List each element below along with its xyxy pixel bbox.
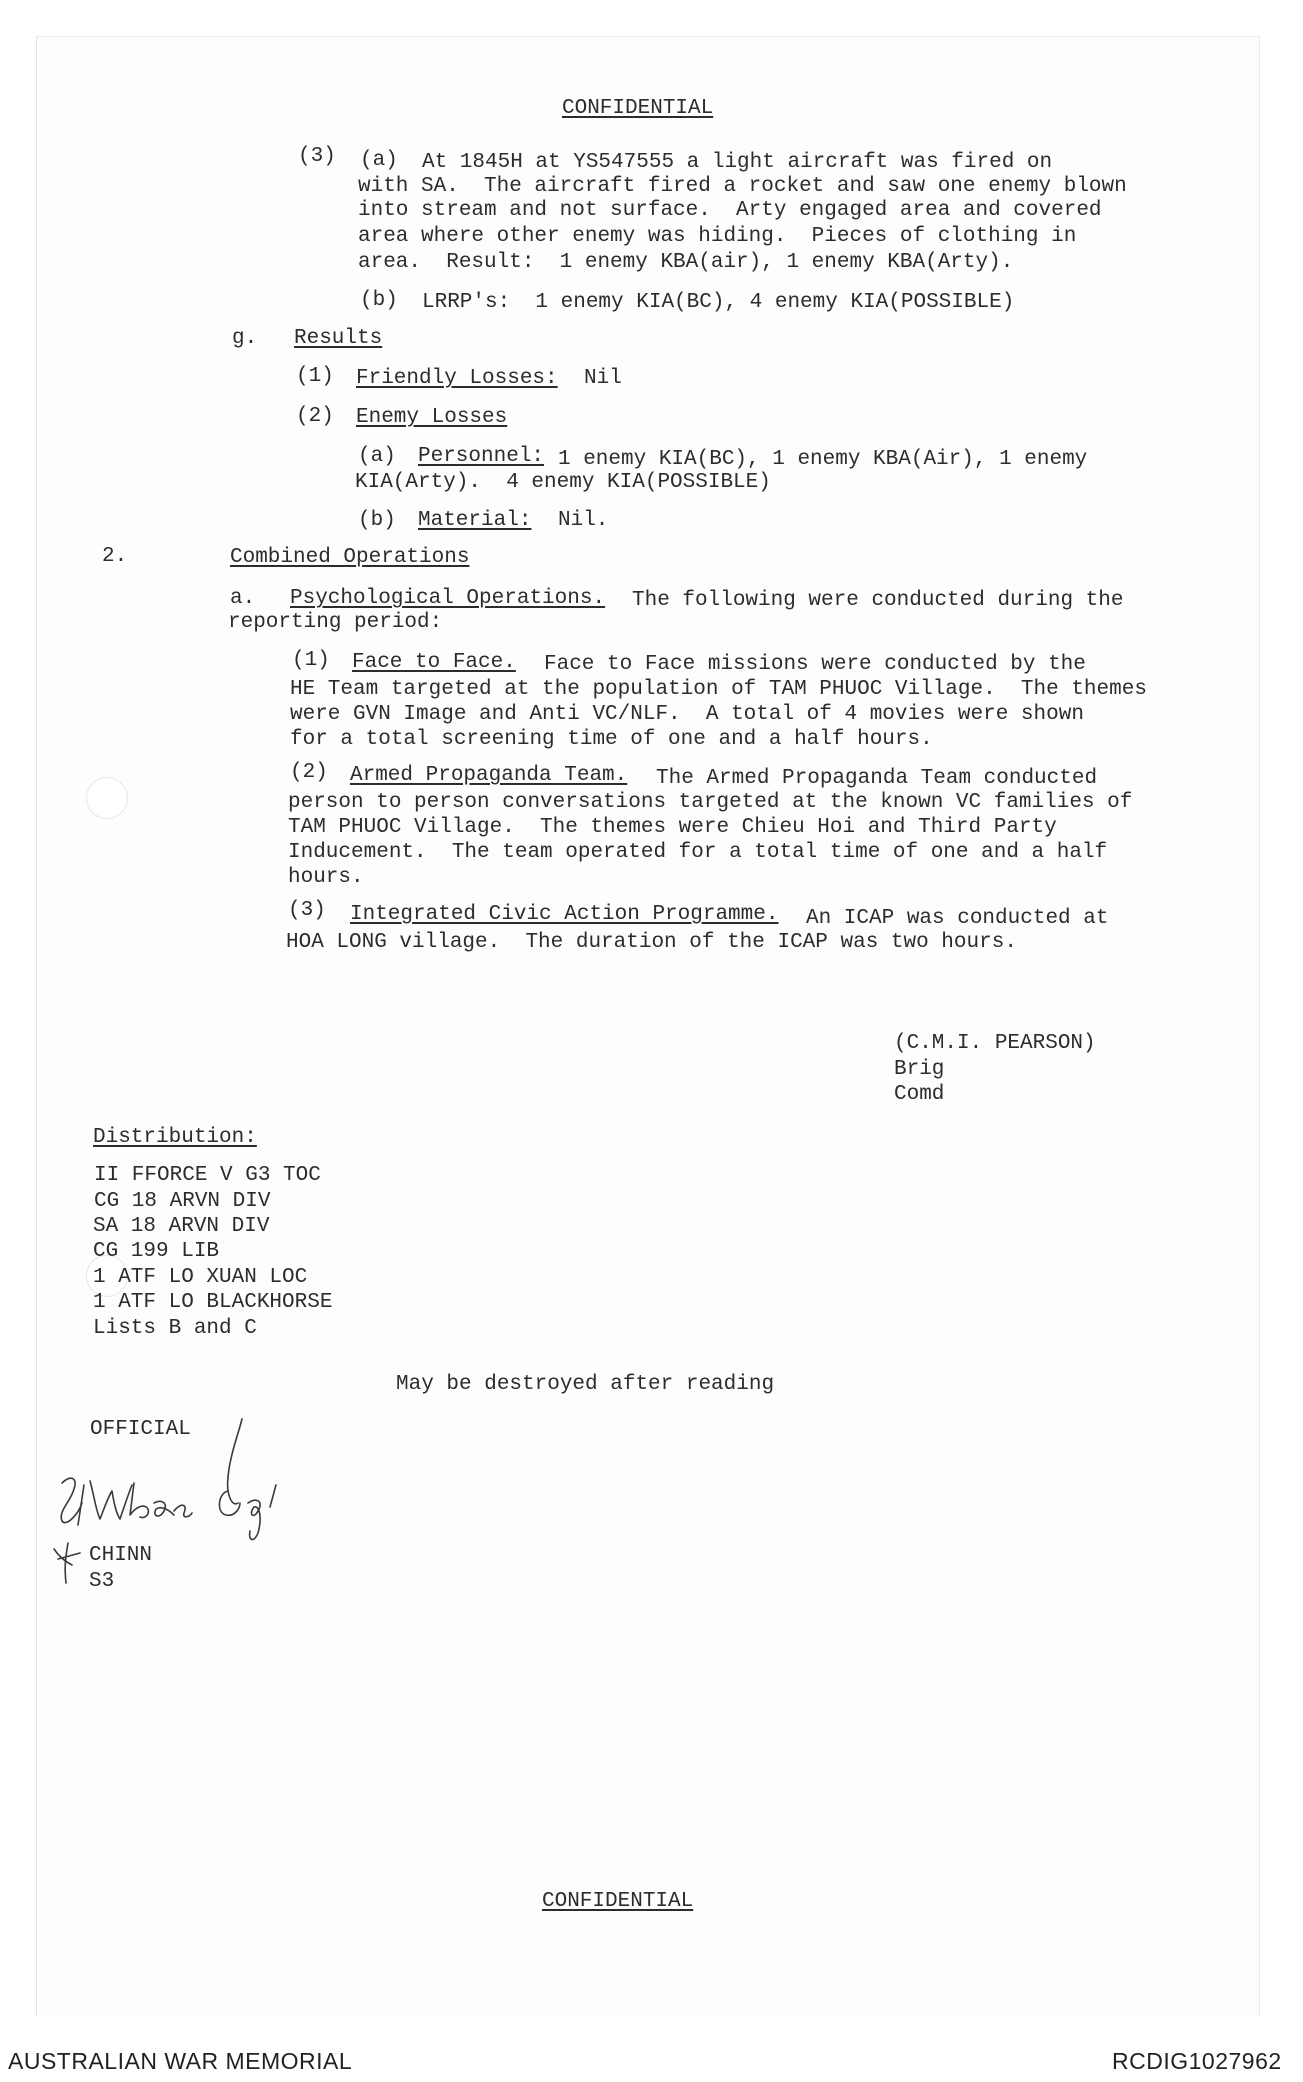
item-3a-line: with SA. The aircraft fired a rocket and saw one enemy blown	[358, 175, 1127, 198]
distribution-item: II FFORCE V G3 TOC	[94, 1164, 321, 1187]
face-to-face-line: were GVN Image and Anti VC/NLF. A total of 4 movies were shown	[290, 703, 1084, 726]
official-name: CHINN	[89, 1544, 153, 1567]
face-to-face-number: (1)	[292, 649, 330, 672]
official-role: S3	[89, 1570, 115, 1593]
face-to-face-line: HE Team targeted at the population of TAM PHUOC Village. The themes	[290, 678, 1147, 701]
item-3a-line: area where other enemy was hiding. Pieces of clothing in	[358, 225, 1077, 248]
classification-header: CONFIDENTIAL	[562, 97, 714, 120]
armed-propaganda-title: Armed Propaganda Team.	[350, 764, 628, 787]
friendly-losses-value: Nil	[584, 367, 622, 390]
material-label: (b)	[358, 509, 396, 532]
icap-title: Integrated Civic Action Programme.	[350, 903, 779, 926]
icap-line: An ICAP was conducted at	[806, 907, 1109, 930]
results-heading: Results	[294, 327, 383, 350]
punch-hole-upper	[86, 777, 128, 819]
classification-footer: CONFIDENTIAL	[542, 1890, 694, 1913]
signatory-name: (C.M.I. PEARSON)	[894, 1032, 1096, 1055]
item-3a-label: (a)	[360, 149, 398, 172]
face-to-face-line: for a total screening time of one and a half hours.	[290, 728, 933, 751]
distribution-item: CG 199 LIB	[93, 1240, 220, 1263]
armed-propaganda-line: hours.	[288, 866, 364, 889]
distribution-item: Lists B and C	[93, 1317, 257, 1340]
icap-number: (3)	[288, 899, 326, 922]
official-label: OFFICIAL	[90, 1418, 191, 1441]
document-page	[36, 36, 1260, 2017]
personnel-line: 1 enemy KIA(BC), 1 enemy KBA(Air), 1 enemy	[558, 448, 1088, 471]
face-to-face-line: Face to Face missions were conducted by the	[544, 653, 1086, 676]
friendly-losses-number: (1)	[296, 365, 334, 388]
destroy-note: May be destroyed after reading	[396, 1373, 775, 1396]
armed-propaganda-line: TAM PHUOC Village. The themes were Chieu Hoi and Third Party	[288, 816, 1057, 839]
section-2-number: 2.	[102, 545, 128, 568]
item-3a-line: At 1845H at YS547555 a light aircraft was fired on	[422, 151, 1053, 174]
section-2-heading: Combined Operations	[230, 546, 470, 569]
armed-propaganda-line: Inducement. The team operated for a total time of one and a half	[288, 841, 1108, 864]
item-3a-line: area. Result: 1 enemy KBA(air), 1 enemy KBA(Arty).	[358, 251, 1014, 274]
personnel-title: Personnel:	[418, 445, 545, 468]
enemy-losses-title: Enemy Losses	[356, 406, 508, 429]
psyops-line: The following were conducted during the	[632, 589, 1124, 612]
armed-propaganda-line: person to person conversations targeted at the known VC families of	[288, 791, 1133, 814]
archive-catalogue-number: RCDIG1027962	[1112, 2048, 1282, 2074]
archive-institution: AUSTRALIAN WAR MEMORIAL	[8, 2048, 353, 2074]
item-3b-text: LRRP's: 1 enemy KIA(BC), 4 enemy KIA(POSSIBLE)	[422, 291, 1015, 314]
personnel-label: (a)	[358, 445, 396, 468]
distribution-item: 1 ATF LO BLACKHORSE	[93, 1291, 333, 1314]
distribution-item: CG 18 ARVN DIV	[94, 1190, 271, 1213]
armed-propaganda-number: (2)	[290, 761, 328, 784]
face-to-face-title: Face to Face.	[352, 651, 516, 674]
material-title: Material:	[418, 509, 532, 532]
signatory-rank: Brig	[894, 1058, 945, 1081]
signatory-role: Comd	[894, 1083, 945, 1106]
personnel-line: KIA(Arty). 4 enemy KIA(POSSIBLE)	[355, 471, 771, 494]
enemy-losses-number: (2)	[296, 405, 334, 428]
distribution-heading: Distribution:	[93, 1126, 257, 1149]
item-3b-label: (b)	[360, 289, 398, 312]
distribution-item: 1 ATF LO XUAN LOC	[93, 1266, 308, 1289]
item-3a-line: into stream and not surface. Arty engaged area and covered	[358, 199, 1102, 222]
icap-line: HOA LONG village. The duration of the ICAP was two hours.	[286, 931, 1017, 954]
item-3-number: (3)	[298, 145, 336, 168]
distribution-item: SA 18 ARVN DIV	[93, 1215, 270, 1238]
results-label: g.	[232, 327, 258, 350]
psyops-title: Psychological Operations.	[290, 587, 606, 610]
material-value: Nil.	[558, 509, 609, 532]
armed-propaganda-line: The Armed Propaganda Team conducted	[656, 767, 1098, 790]
psyops-label: a.	[230, 587, 256, 610]
friendly-losses-title: Friendly Losses:	[356, 367, 558, 390]
psyops-line: reporting period:	[228, 611, 443, 634]
